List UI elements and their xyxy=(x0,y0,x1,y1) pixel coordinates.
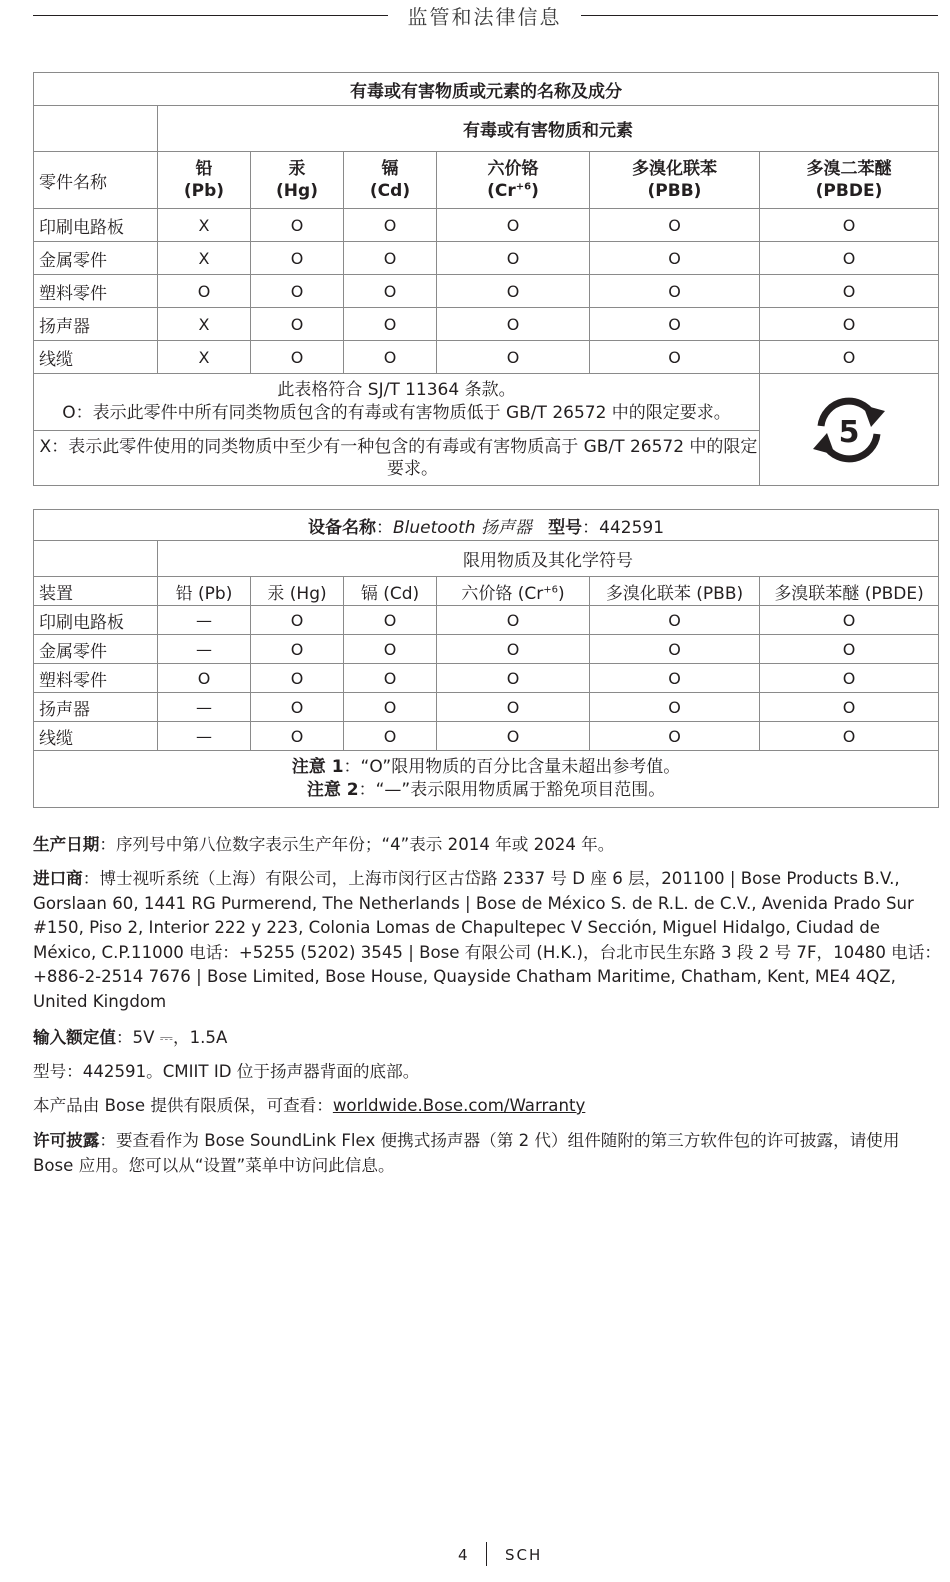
input-rating-label: 输入额定值 xyxy=(33,1028,116,1047)
part-name: 线缆 xyxy=(34,722,158,751)
table2-col-header: 镉 (Cd) xyxy=(344,577,437,606)
table-row xyxy=(34,693,939,722)
restricted-substance-table xyxy=(33,509,939,808)
table1-note-x: X：表示此零件使用的同类物质中至少有一种包含的有毒或有害物质高于 GB/T 26572 中的限定要求。 xyxy=(39,437,758,479)
production-date-text: ：序列号中第八位数字表示生产年份；“4”表示 2014 年或 2024 年。 xyxy=(99,835,615,854)
table-row xyxy=(34,722,939,751)
table2-part-col-header: 装置 xyxy=(34,577,158,606)
substance-mark: O xyxy=(760,722,939,751)
substance-symbol: (PBDE) xyxy=(815,181,883,201)
substance-name: 镉 xyxy=(381,159,399,179)
table-row xyxy=(34,664,939,693)
footer-divider xyxy=(486,1542,487,1566)
substance-mark: O xyxy=(158,275,251,308)
note2-text: ：“—”表示限用物质属于豁免项目范围。 xyxy=(358,780,666,800)
table1-title: 有毒或有害物质或元素的名称及成分 xyxy=(34,73,939,106)
table1-note-o: O：表示此零件中所有同类物质包含的有毒或有害物质低于 GB/T 26572 中的限定要求。 xyxy=(62,403,731,423)
table1-col-header xyxy=(344,152,437,209)
substance-mark: O xyxy=(760,693,939,722)
model-label: 型号 xyxy=(548,517,583,538)
substance-symbol: (Hg) xyxy=(276,181,318,201)
input-rating-paragraph xyxy=(33,1026,941,1051)
license-label: 许可披露 xyxy=(33,1131,100,1150)
importer-paragraph xyxy=(33,867,941,1014)
substance-mark: O xyxy=(251,308,344,341)
substance-mark: O xyxy=(344,635,437,664)
hazardous-substance-table xyxy=(33,72,939,486)
substance-mark: O xyxy=(590,722,760,751)
table1-col-header xyxy=(158,152,251,209)
substance-mark: — xyxy=(158,635,251,664)
substance-mark: O xyxy=(760,664,939,693)
substance-mark: O xyxy=(760,341,939,374)
substance-mark: O xyxy=(590,341,760,374)
environmental-protection-use-period-icon xyxy=(807,393,891,467)
table2-notes xyxy=(34,751,939,808)
substance-mark: O xyxy=(251,209,344,242)
model-paragraph: 型号：442591。CMIIT ID 位于扬声器背面的底部。 xyxy=(33,1062,420,1081)
substance-mark: O xyxy=(760,606,939,635)
table2-group-header: 限用物质及其化学符号 xyxy=(158,541,939,577)
substance-mark: X xyxy=(158,209,251,242)
substance-mark: O xyxy=(437,722,590,751)
substance-mark: — xyxy=(158,693,251,722)
table2-corner-cell xyxy=(34,541,158,577)
license-text: ：要查看作为 Bose SoundLink Flex 便携式扬声器（第 2 代）组件随附的第三方软件包的许可披露，请使用 Bose 应用。您可以从“设置”菜单中访问此信息。 xyxy=(33,1131,900,1175)
substance-mark: O xyxy=(344,606,437,635)
note1-text: ：“O”限用物质的百分比含量未超出参考值。 xyxy=(343,757,681,777)
table1-note-standard: 此表格符合 SJ/T 11364 条款。 xyxy=(277,380,516,400)
substance-mark: O xyxy=(344,242,437,275)
table-row xyxy=(34,275,939,308)
production-date-paragraph xyxy=(33,833,941,858)
substance-name: 六价铬 xyxy=(487,159,539,179)
substance-mark: O xyxy=(251,606,344,635)
page-number: 4 xyxy=(458,1546,468,1564)
substance-mark: O xyxy=(590,664,760,693)
production-date-label: 生产日期 xyxy=(33,835,100,854)
part-name: 金属零件 xyxy=(34,242,158,275)
table1-corner-cell xyxy=(34,106,158,152)
part-name: 金属零件 xyxy=(34,635,158,664)
substance-mark: O xyxy=(437,664,590,693)
substance-mark: O xyxy=(344,209,437,242)
svg-text:5: 5 xyxy=(838,414,860,450)
table-row xyxy=(34,341,939,374)
substance-mark: O xyxy=(251,693,344,722)
table-row xyxy=(34,209,939,242)
substance-mark: O xyxy=(344,664,437,693)
part-name: 印刷电路板 xyxy=(34,606,158,635)
substance-symbol: (PBB) xyxy=(647,181,702,201)
table2-device-header: 设备名称：Bluetooth 扬声器 型号：442591 xyxy=(34,510,939,541)
page-footer xyxy=(0,1542,950,1572)
note2-label: 注意 2 xyxy=(306,780,359,800)
table-row xyxy=(34,242,939,275)
table2-col-header: 汞 (Hg) xyxy=(251,577,344,606)
part-name: 塑料零件 xyxy=(34,664,158,693)
substance-mark: O xyxy=(590,635,760,664)
part-name: 塑料零件 xyxy=(34,275,158,308)
table2-col-header: 多溴化联苯 (PBB) xyxy=(590,577,760,606)
license-paragraph xyxy=(33,1129,941,1178)
substance-mark: O xyxy=(590,242,760,275)
table1-part-col-header: 零件名称 xyxy=(34,152,158,209)
importer-text: ：博士视听系统（上海）有限公司，上海市闵行区古岱路 2337 号 D 座 6 层，201100 | Bose Products B.V., Gorslaan 60, 1441 RG Purmerend, The Netherlands | Bose de México S. de R.L. de C.V., Avenida Prado Sur #150, Piso 2, Interior 222 y 223, Colonia Lomas de Chapultepec V Sección, Miguel Hidalgo, Ciudad de México, C.P.11000 电话：+5255 (5202) 3545 | Bose 有限公司 (H.K.)，台北市民生东路 3 段 2 号 7F，10480 电话：+886-2-2514 7676 | Bose Limited, Bose House, Quayside Chatham Maritime, Chatham, Kent, ME4 4QZ, United Kingdom xyxy=(33,869,941,1011)
substance-mark: O xyxy=(158,664,251,693)
table2-col-header: 六价铬 $(Cr^{+6})$ xyxy=(437,577,590,606)
substance-mark: O xyxy=(344,308,437,341)
table1-notes xyxy=(34,374,760,431)
table1-col-header xyxy=(590,152,760,209)
substance-mark: O xyxy=(437,693,590,722)
substance-mark: O xyxy=(590,275,760,308)
substance-symbol: (Cd) xyxy=(369,181,411,201)
substance-mark: O xyxy=(437,308,590,341)
part-name: 扬声器 xyxy=(34,308,158,341)
substance-mark: O xyxy=(590,693,760,722)
substance-mark: O xyxy=(344,693,437,722)
substance-mark: — xyxy=(158,722,251,751)
page-header xyxy=(33,0,938,30)
device-name-value: Bluetooth 扬声器 xyxy=(393,517,532,538)
substance-mark: O xyxy=(344,275,437,308)
table2-col-header: 铅 (Pb) xyxy=(158,577,251,606)
substance-mark: O xyxy=(437,606,590,635)
warranty-text: 本产品由 Bose 提供有限质保，可查看： xyxy=(33,1096,333,1115)
substance-name: 多溴化联苯 xyxy=(632,159,717,179)
substance-mark: X xyxy=(158,308,251,341)
page-title: 监管和法律信息 xyxy=(407,5,562,29)
table1-group-header: 有毒或有害物质和元素 xyxy=(158,106,939,152)
warranty-link[interactable]: worldwide.Bose.com/Warranty xyxy=(332,1096,586,1115)
substance-mark: O xyxy=(590,606,760,635)
table1-note-x-cell xyxy=(34,431,760,486)
substance-name: 多溴二苯醚 xyxy=(806,159,892,179)
part-name: 线缆 xyxy=(34,341,158,374)
substance-mark: O xyxy=(760,308,939,341)
substance-mark: X xyxy=(158,242,251,275)
substance-mark: O xyxy=(251,635,344,664)
substance-mark: O xyxy=(590,209,760,242)
substance-mark: O xyxy=(251,341,344,374)
table1-col-header xyxy=(760,152,939,209)
substance-mark: O xyxy=(437,209,590,242)
substance-mark: O xyxy=(251,242,344,275)
substance-symbol: $(Cr^{+6})$ xyxy=(487,181,539,201)
part-name: 印刷电路板 xyxy=(34,209,158,242)
device-name-label: 设备名称 xyxy=(308,517,376,538)
substance-mark: O xyxy=(344,722,437,751)
substance-mark: O xyxy=(251,664,344,693)
input-rating-text: ：5V ⎓，1.5A xyxy=(115,1028,228,1047)
substance-mark: O xyxy=(437,341,590,374)
substance-name: 铅 xyxy=(195,159,213,179)
warranty-paragraph xyxy=(33,1094,941,1119)
table-row xyxy=(34,308,939,341)
substance-mark: X xyxy=(158,341,251,374)
substance-mark: O xyxy=(251,722,344,751)
language-code: SCH xyxy=(505,1546,543,1564)
substance-mark: O xyxy=(344,341,437,374)
header-rule-left xyxy=(33,15,388,16)
note1-label: 注意 1 xyxy=(291,757,344,777)
substance-mark: O xyxy=(437,242,590,275)
table-row xyxy=(34,635,939,664)
substance-mark: O xyxy=(760,635,939,664)
header-rule-right xyxy=(581,15,938,16)
table-row xyxy=(34,606,939,635)
table1-col-header xyxy=(437,152,590,209)
substance-mark: O xyxy=(760,275,939,308)
importer-label: 进口商 xyxy=(33,869,83,888)
substance-symbol: (Pb) xyxy=(183,181,225,201)
substance-mark: O xyxy=(760,242,939,275)
substance-mark: O xyxy=(760,209,939,242)
substance-mark: O xyxy=(251,275,344,308)
substance-mark: O xyxy=(437,635,590,664)
substance-name: 汞 xyxy=(288,159,306,179)
substance-mark: O xyxy=(590,308,760,341)
substance-mark: — xyxy=(158,606,251,635)
recycling-seal-cell xyxy=(760,374,939,486)
model-value: 442591 xyxy=(599,517,665,538)
part-name: 扬声器 xyxy=(34,693,158,722)
substance-mark: O xyxy=(437,275,590,308)
table1-col-header xyxy=(251,152,344,209)
table2-col-header: 多溴联苯醚 (PBDE) xyxy=(760,577,939,606)
